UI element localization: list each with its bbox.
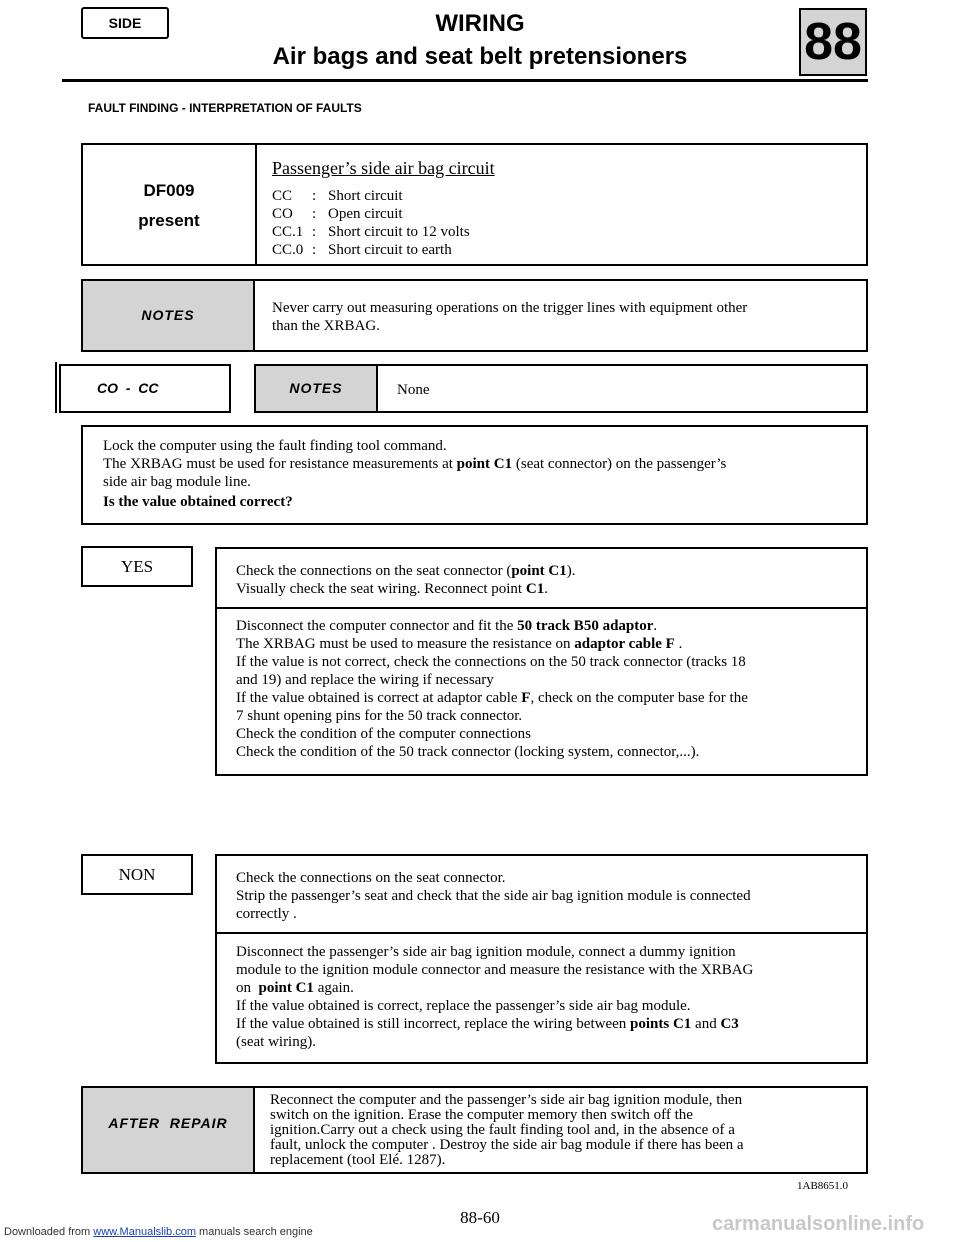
watermark: carmanualsonline.info: [712, 1213, 925, 1235]
yes-divider: [217, 607, 866, 609]
non-divider: [217, 932, 866, 934]
coc-notes-label-cell: [256, 366, 378, 411]
header-rule: [62, 79, 868, 82]
fault-code-row: CC.1 : Short circuit to 12 volts: [272, 224, 470, 240]
notes-box: [81, 279, 868, 352]
non-step-1: Check the connections on the seat connector. Strip the passenger’s seat and check that the side air bag ignition module is connected correctly .: [236, 870, 751, 922]
yes-step-1: Check the connections on the seat connector (point C1). Visually check the seat wiring. Reconnect point C1.: [236, 563, 576, 597]
after-repair-box: [81, 1086, 868, 1174]
coc-label: CO - CC: [97, 380, 159, 396]
after-repair-label: AFTER REPAIR: [108, 1115, 228, 1131]
page-subtitle: Air bags and seat belt pretensioners: [272, 43, 688, 70]
manualslib-link[interactable]: www.Manualslib.com: [93, 1226, 196, 1238]
coc-notes-label: NOTES: [289, 380, 343, 396]
fault-code-row: CC.0 : Short circuit to earth: [272, 242, 452, 258]
yes-label-box: [81, 546, 193, 587]
after-repair-label-cell: [83, 1088, 255, 1172]
non-label: NON: [118, 865, 156, 884]
yes-action-box: [215, 547, 868, 776]
non-action-box: [215, 854, 868, 1064]
section-number-box: [799, 8, 867, 76]
notes-label-cell: [83, 281, 255, 350]
coc-side-rule: [55, 362, 57, 413]
section-number: 88: [804, 13, 862, 71]
coc-notes-box: [254, 364, 868, 413]
yes-label: YES: [120, 557, 154, 576]
download-notice: Downloaded from www.Manualslib.com manuals search engine: [4, 1226, 313, 1238]
non-step-2: Disconnect the passenger’s side air bag ignition module, connect a dummy ignition module to the ignition module connector and measure the resistance with the XRBAG on point C1 again. If the value obtained is correct, replace the passenger’s side air bag module. If the value obtained is still incorrect, replace the wiring between points C1 and C3 (seat wiring).: [236, 944, 754, 1050]
fault-code-row: CO : Open circuit: [272, 206, 403, 222]
section-heading: FAULT FINDING - INTERPRETATION OF FAULTS: [88, 101, 362, 115]
check-box: Lock the computer using the fault finding tool command. The XRBAG must be used for resistance measurements at point C1 (seat connector) on the passenger’s side air bag module line. Is the value obtained correct?: [81, 425, 868, 525]
page-title: WIRING: [435, 10, 525, 37]
side-tab-label: SIDE: [108, 15, 142, 31]
notes-label: NOTES: [141, 307, 195, 323]
check-question: Is the value obtained correct?: [103, 494, 293, 510]
fault-code-list: [272, 187, 470, 259]
notes-text: Never carry out measuring operations on the trigger lines with equipment other than the XRBAG.: [272, 300, 748, 334]
fault-code-row: CC : Short circuit: [272, 188, 403, 204]
non-label-box: [81, 854, 193, 895]
fault-code: DF009: [143, 181, 195, 200]
after-repair-text: Reconnect the computer and the passenger’s side air bag ignition module, then switch on the ignition. Erase the computer memory then switch off the ignition.Carry out a check using the fault finding tool and, in the absence of a fault, unlock the computer . Destroy the side air bag module if there has been a replacement (tool Elé. 1287).: [270, 1092, 744, 1168]
fault-title: Passenger’s side air bag circuit: [272, 158, 495, 178]
fault-box: [81, 143, 868, 266]
fault-state: present: [138, 211, 200, 230]
yes-step-2: Disconnect the computer connector and fit the 50 track B50 adaptor. The XRBAG must be used to measure the resistance on adaptor cable F . If the value is not correct, check the connections on the 50 track connector (tracks 18 and 19) and replace the wiring if necessary If the value obtained is correct at adaptor cable F, check on the computer base for the 7 shunt opening pins for the 50 track connector. Check the condition of the computer connections Check the condition of the 50 track connector (locking system, connector,...).: [236, 618, 748, 760]
fault-divider: [255, 145, 257, 264]
coc-box: [59, 364, 231, 413]
document-reference: 1AB8651.0: [797, 1180, 849, 1192]
coc-notes-text: None: [397, 382, 430, 398]
page-number: 88-60: [460, 1208, 500, 1227]
